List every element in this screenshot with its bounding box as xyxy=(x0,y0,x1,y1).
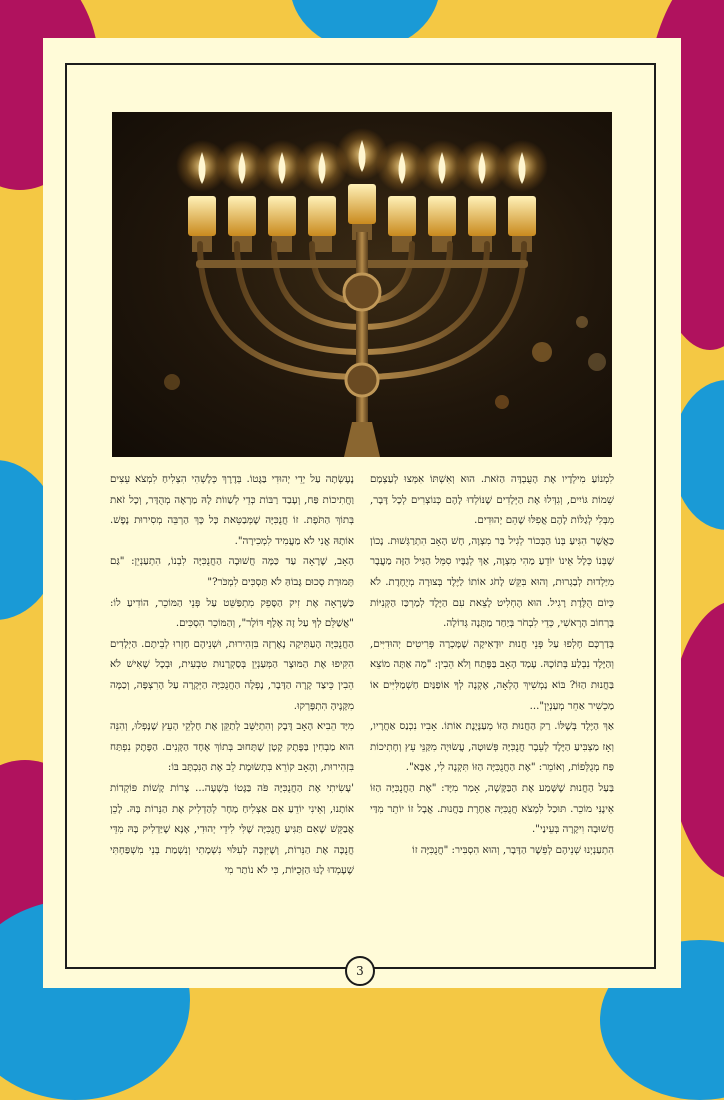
shamash-candle xyxy=(336,128,388,240)
menorah-photo xyxy=(112,112,612,457)
menorah-illustration xyxy=(112,112,612,457)
page-number: 3 xyxy=(345,956,375,986)
paragraph: נֶעֶשְׂתָה עַל יְדֵי יְהוּדִי בַּגֶּטוֹ. בְּדֶרֶךְ כְּלָשְׁהִי הִצְלִיחַ לִמְצֹא עֵצִים וַחֲתִיכוֹת פַּח, וְעָבַד רַבּוֹת כְּדֵי לְשַׁווֹת לָהּ מַרְאֶה מְהֻדָּר, וְכָל זֹאת בְּתוֹךְ הַתֹּפֶת. זוֹ חֲנֻכִּיָּה שֶׁמְּבַטֵּאת כָּל כָּךְ הַרְבֵּה מְסִירוּת נֶפֶשׁ. אוֹתָהּ אֲנִי לֹא מַעֲמִיד לִמְכִירָה". xyxy=(110,474,354,547)
left-column xyxy=(110,470,354,950)
right-column xyxy=(370,470,614,950)
article-columns xyxy=(110,470,614,950)
paragraph: בַּעַל הַחֲנוּת שֶׁשָּׁמַע אֶת הַבַּקָּשָׁה, אָמַר מִיָּד: "אֶת הַחֲנֻכִּיָּה הַזּוֹ אֵינֶנִּי מוֹכֵר. תּוּכַל לִמְצֹא חֲנֻכִּיָּה אַחֶרֶת בַּחֲנוּת. אֲבָל זוֹ יוֹתֵר מִדַּי חֲשׁוּבָה וִיקָרָה בְּעֵינַי". xyxy=(370,782,614,836)
paragraph: הָאָב, שֶׁרָאָה עַד כַּמָּה חֲשׁוּבָה הַחֲנֻכִּיָּה לִבְנוֹ, הִתְעַנְיֵן: "גַּם תְּמוּרַת סְכוּם גָּבוֹהַּ לֹא תַּסְכִּים לִמְכֹּר?" xyxy=(110,556,354,588)
paragraph: מִיָּד הֵבִיא הָאָב דֶּבֶק וְהִתְיַשֵּׁב לְתַקֵּן אֶת חֶלְקֵי הָעֵץ שֶׁנָּפְלוּ, וְהִנֵּה הוּא מַבְחִין בַּפֶּתֶק קָטָן שֶׁתָּחוּב בְּתוֹךְ אֶחָד הַקָּנִים. הַפֶּתֶק נִפְתַּח בִּזְהִירוּת, וְהָאָב קוֹרֵא בִּתְשׂוּמֶת לֵב אֶת הַנִּכְתָּב בּוֹ: xyxy=(110,721,354,774)
paragraph: בְּדַרְכָּם חָלְפוּ עַל פְּנֵי חֲנוּת יוּדָאִיקָה שֶׁמָּכְרָה פְּרִיטִים יְהוּדִיִּים, וְהַיֶּלֶד נִבְלַע בְּתוֹכָהּ. עָמַד הָאָב בַּפֶּתַח וְלֹא הֵבִין: "מָה אַתָּה מוֹצֵא בַּחֲנוּת הַזּוֹ? בּוֹא נַמְשִׁיךְ הָלְאָה, אֶקְנֶה לְךָ אוֹפַנַּיִם חַשְׁמַלִּיִּים אוֹ מַכְשִׁיר אַחֵר מְעַנְיֵן"... xyxy=(370,638,614,712)
paragraph: כַּאֲשֶׁר הִגִּיעַ בְּנוֹ הַבְּכוֹר לְגִיל בַּר מִצְוָה, חָשׁ הָאָב הִתְרַגְּשׁוּת. נָכוֹן שֶׁבְּנוֹ כְּלָל אֵינוֹ יוֹדֵעַ מַהִי מִצְוָה, אַךְ לְגַבָּיו סִמֵּל הַגִּיל הַזֶּה מַעֲבָר מִיַּלְדוּת לְבַגְרוּת, וְהוּא בִּקֵּשׁ לָחֹג אוֹתוֹ לַיֶּלֶד בְּצוּרָה מְיֻחֶדֶת. לֹא כְּיוֹם הֻלֶּדֶת רָגִיל. הוּא הֶחְלִיט לָצֵאת עִם הַיֶּלֶד לְמַרְכַּז הַקְּנִיּוֹת בָּרְחוֹב הָרָאשִׁי, כְּדֵי לִבְחֹר בְּיַחַד מַתָּנָה גְּדוֹלָה. xyxy=(370,535,614,630)
paragraph: אַךְ הַיֶּלֶד בְּשֶׁלּוֹ. רַק הַחֲנוּת הַזּוֹ מְעַנֶּיֶנֶת אוֹתוֹ. אָבִיו נִכְנַס אַחֲרָיו, וְאָז מַצְבִּיעַ הַיֶּלֶד לְעֵבֶר חֲנֻכִּיָּה פְּשׁוּטָה, עֲשׂוּיָה מִקַּנֵּי עֵץ וְחָתִיכוֹת פַּח מְגֻלְּפוֹת, וְאוֹמֵר: "אֶת הַחֲנֻכִּיָּה הַזּוֹ תִּקְנֶה לִי, אַבָּא". xyxy=(370,721,614,774)
candle xyxy=(496,140,548,252)
paragraph: כַּשֶּׁרָאָה אֶת זִיק הַסָּפֵק מִתְפַּשֵּׁט עַל פְּנֵי הַמּוֹכֵר, הוֹדִיעַ לוֹ: "אֲשַׁלֵּם לְךָ עַל זֶה אֶלֶף דּוֹלָר", וְהַמּוֹכֵר הִסְכִּים. xyxy=(110,597,354,630)
paragraph: 'עָשִׂיתִי אֶת הַחֲנֻכִּיָּה פֹּה בַּגֶּטוֹ בְּשָׁעָה... צָרוֹת קָשׁוֹת פּוֹקְדוֹת אוֹתָנוּ, וְאֵינִי יוֹדֵעַ אִם אַצְלִיחַ מָחָר לְהַדְלִיק אֶת הַנֵּרוֹת בָּהּ. לָכֵן אֲבַקֵּשׁ שֶׁאִם תַּגִּיעַ חֲנֻכִּיָּה שֶׁלִּי לִידֵי יְהוּדִי, אָנָּא שֶׁיַּדְלִיק בָּהּ מִדֵּי חֲנֻכָּה אֶת הַנֵּרוֹת, וְשֶׁיִּזְכֶּה לְעִלּוּי נִשְׁמָתִי וְנִשְׁמַת בְּנֵי מִשְׁפַּחְתִּי שֶׁעָמְדוּ לָנוּ הַזְּכֻיּוֹת, כִּי לֹא נוֹתַר מִי xyxy=(110,782,354,877)
paragraph: לִמְנוֹעַ מִילְדָיו אֶת הָעֻבְדָּה הַזֹּאת. הוּא וְאִשְׁתּוֹ אִמְּצוּ לְעַצְמָם שֵׁמוֹת גּוֹיִים, וְגִדְּלוּ אֶת הַיְּלָדִים שֶׁנּוֹלְדוּ לָהֶם כְּנוֹצְרִים לְכָל דָּבָר, מִבְּלִי לְגַלּוֹת לָהֶם אֲפִלּוּ שֶׁהֵם יְהוּדִים. xyxy=(370,474,614,527)
paragraph: הַחֲנֻכִּיָּה הָעַתִּיקָה נֶאֶרְזָה בִּזְהִירוּת, וּשְׁנֵיהֶם חָזְרוּ לְבֵיתָם. הַיְּלָדִים הִקִּיפוּ אֶת הַמּוּצָר הַמְּעַנְיֵן בְּסַקְרָנוּת טִבְעִית, וּבְכָל שֶׁאִישׁ לֹא הֵבִין כֵּיצַד קָרָה הַדָּבָר, נָפְלָה הַחֲנֻכִּיָּה הַיְּקָרָה עַל הָרִצְפָּה, וְכַמָּה מִקָּנֶיהָ הִתְפָּרְקוּ. xyxy=(110,638,354,712)
paragraph: הִתְעַנְיְנוּ שְׁנֵיהֶם לְפֵשֶׁר הַדָּבָר, וְהוּא הִסְבִּיר: "חֲנֻכִּיָּה זוֹ xyxy=(412,844,614,856)
